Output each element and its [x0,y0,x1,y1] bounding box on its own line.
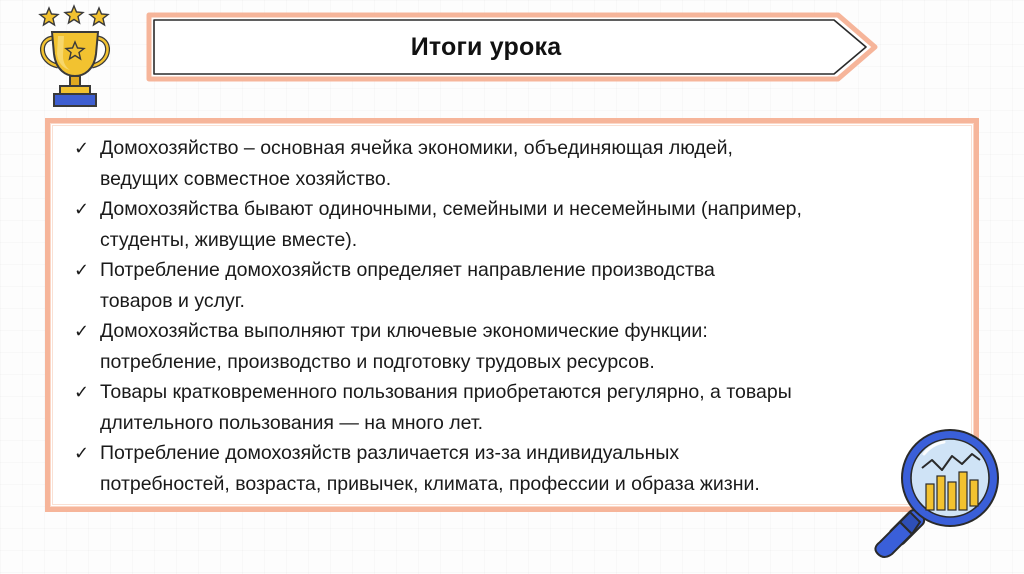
title-banner [146,12,880,82]
star-icon [90,8,108,25]
list-item [72,194,952,255]
checkmark-icon: ✓ [74,321,90,341]
list-item-text: Потребление домохозяйств определяет направление производства [100,259,715,281]
list-item-text: студенты, живущие вместе). [100,228,358,251]
checkmark-icon: ✓ [74,382,90,402]
star-icon [65,6,83,23]
checkmark-icon: ✓ [74,443,90,463]
list-item-text: товаров и услуг. [100,289,245,312]
list-item-text: Потребление домохозяйств различается из-за индивидуальных [100,442,680,464]
page-title: Итоги урока [410,32,562,61]
list-item [72,377,952,438]
list-item-text: Домохозяйства выполняют три ключевые экономические функции: [100,320,708,342]
list-item [72,316,952,377]
list-item [72,255,952,316]
summary-list [72,133,952,499]
magnifier-chart-icon [866,424,1006,564]
checkmark-icon: ✓ [74,138,90,158]
list-item-text: Домохозяйства бывают одиночными, семейными и несемейными (например, [100,198,802,220]
list-item-text: Домохозяйство – основная ячейка экономики, объединяющая людей, [100,137,733,159]
trophy-icon [34,4,126,112]
list-item-text: ведущих совместное хозяйство. [100,167,392,190]
list-item-text: потребление, производство и подготовку трудовых ресурсов. [100,350,655,373]
list-item [72,133,952,194]
summary-card [45,118,979,512]
list-item-text: потребностей, возраста, привычек, климата, профессии и образа жизни. [100,472,760,495]
checkmark-icon: ✓ [74,199,90,219]
list-item [72,438,952,499]
checkmark-icon: ✓ [74,260,90,280]
list-item-text: длительного пользования — на много лет. [100,411,484,434]
star-icon [40,8,58,25]
list-item-text: Товары кратковременного пользования приобретаются регулярно, а товары [100,381,792,403]
